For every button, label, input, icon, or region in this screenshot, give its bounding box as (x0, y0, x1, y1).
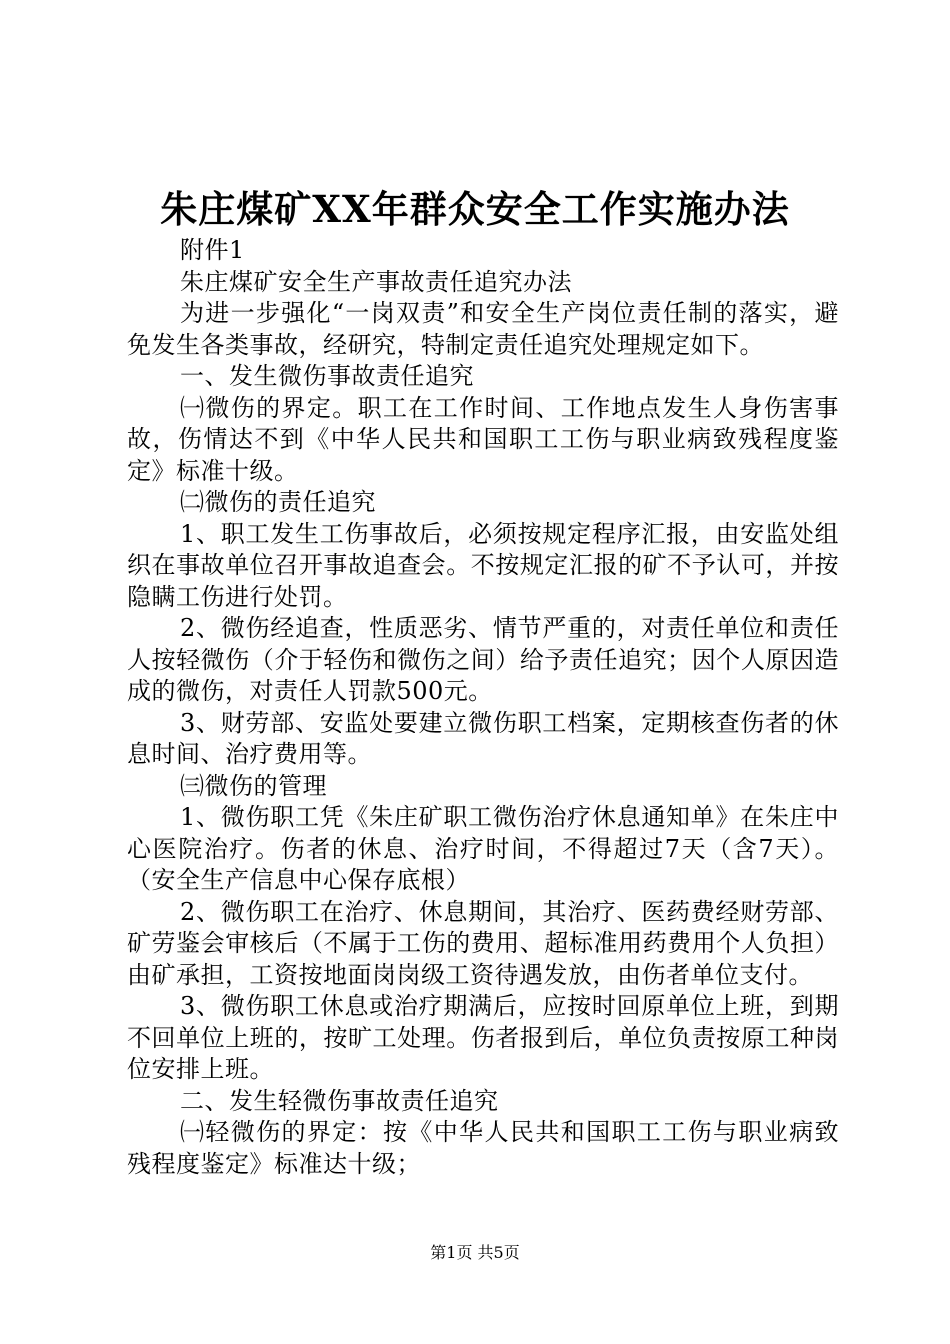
body-paragraph: 3、微伤职工休息或治疗期满后，应按时回原单位上班，到期不回单位上班的，按旷工处理。伤者报到后，单位负责按原工种岗位安排上班。 (127, 992, 839, 1083)
attachment-label: 附件1 (180, 236, 245, 264)
body-paragraph: ㈠微伤的界定。职工在工作时间、工作地点发生人身伤害事故，伤情达不到《中华人民共和国职工工伤与职业病致残程度鉴定》标准十级。 (127, 393, 839, 485)
body-paragraph: 2、微伤职工在治疗、休息期间，其治疗、医药费经财劳部、矿劳鉴会审核后（不属于工伤的费用、超标准用药费用个人负担）由矿承担，工资按地面岗岗级工资待遇发放，由伤者单位支付。 (127, 897, 839, 989)
subsection-heading: ㈡微伤的责任追究 (180, 488, 376, 516)
body-paragraph: 1、微伤职工凭《朱庄矿职工微伤治疗休息通知单》在朱庄中心医院治疗。伤者的休息、治疗时间，不得超过7天（含7天）。（安全生产信息中心保存底根） (127, 803, 839, 894)
subtitle: 朱庄煤矿安全生产事故责任追究办法 (180, 267, 572, 296)
subsection-heading: ㈢微伤的管理 (180, 771, 327, 800)
section-heading: 一、发生微伤事故责任追究 (180, 362, 474, 390)
document-body (127, 235, 839, 1180)
body-paragraph: 2、微伤经追查，性质恶劣、情节严重的，对责任单位和责任人按轻微伤（介于轻伤和微伤之间）给予责任追究；因个人原因造成的微伤，对责任人罚款500元。 (127, 614, 839, 705)
body-paragraph: ㈠轻微伤的界定：按《中华人民共和国职工工伤与职业病致残程度鉴定》标准达十级； (127, 1118, 839, 1178)
section-heading: 二、发生轻微伤事故责任追究 (180, 1086, 499, 1115)
document-title: 朱庄煤矿XX年群众安全工作实施办法 (160, 187, 790, 231)
body-paragraph: 1、职工发生工伤事故后，必须按规定程序汇报，由安监处组织在事故单位召开事故追查会。不按规定汇报的矿不予认可，并按隐瞒工伤进行处罚。 (127, 519, 839, 611)
body-paragraph: 3、财劳部、安监处要建立微伤职工档案，定期核查伤者的休息时间、治疗费用等。 (127, 708, 839, 768)
page-footer: 第1页 共5页 (430, 1243, 520, 1262)
intro-paragraph: 为进一步强化“一岗双责”和安全生产岗位责任制的落实，避免发生各类事故，经研究，特制定责任追究处理规定如下。 (127, 299, 839, 359)
